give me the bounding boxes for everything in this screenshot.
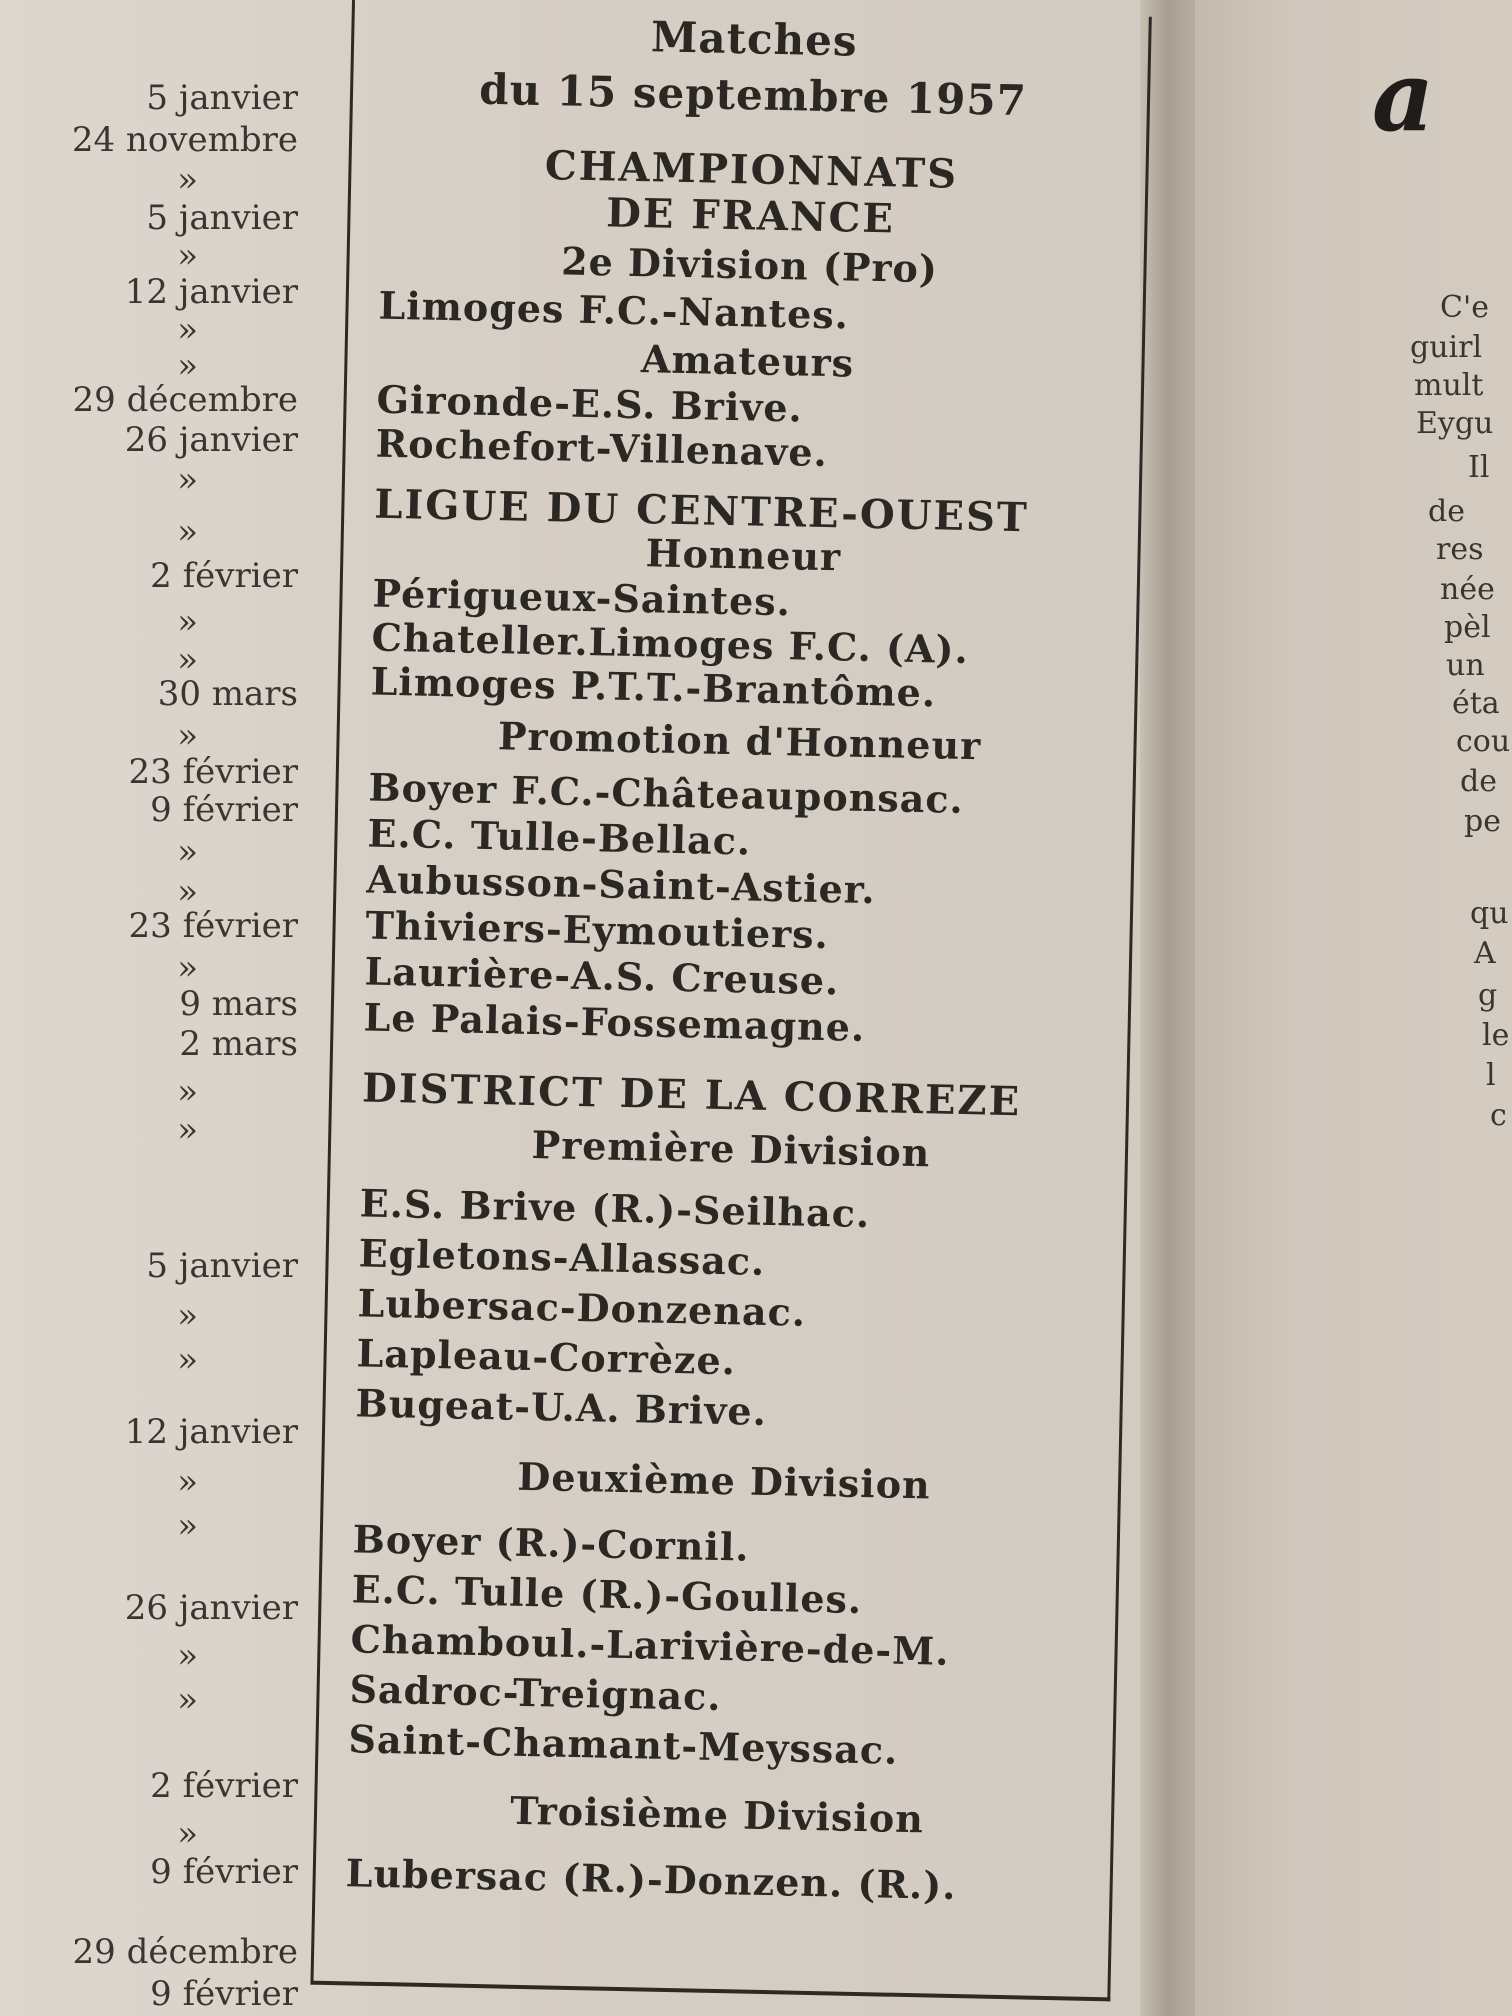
match-line: Aubusson-Saint-Astier. [366,856,877,913]
right-page-fragment: un [1446,648,1485,683]
date-item: » [177,460,198,500]
date-item: 9 février [150,790,298,830]
match-line: Périgueux-Saintes. [372,570,792,625]
match-line: Bugeat-U.A. Brive. [355,1380,768,1434]
date-item: » [177,346,198,386]
match-line: Boyer F.C.-Châteauponsac. [368,764,965,822]
right-page-fragment: l [1486,1058,1496,1093]
date-item: » [177,1110,198,1150]
right-page-fragment: C'e [1440,290,1489,325]
section-heading: DE FRANCE [605,189,896,243]
date-item: » [177,1506,198,1546]
book-gutter [1140,0,1200,2016]
right-page-fragment: Il [1468,450,1490,485]
date-item: 5 janvier [146,198,298,238]
date-item: 29 décembre [72,380,298,420]
right-page-fragment: c [1490,1098,1507,1133]
dates-column [0,0,330,2016]
date-item: » [177,1296,198,1336]
right-page-fragment: res [1436,532,1484,567]
date-item: 2 février [150,556,298,596]
date-item: 5 janvier [146,78,298,118]
date-item: 2 février [150,1766,298,1806]
subsection-heading: Troisième Division [509,1787,925,1842]
match-line: Sadroc-Treignac. [349,1666,722,1720]
right-page-fragment: le [1482,1018,1510,1053]
date-item: » [177,1462,198,1502]
right-page-fragment: guirl [1410,330,1483,365]
date-item: » [177,1340,198,1380]
header-title: Matches [650,12,859,66]
date-item: 9 février [150,1974,298,2014]
match-line: E.S. Brive (R.)-Seilhac. [359,1180,871,1237]
date-item: » [177,310,198,350]
right-page-fragment: née [1440,572,1495,607]
right-page-fragment: qu [1470,896,1509,931]
date-item: » [177,1636,198,1676]
match-line: E.C. Tulle (R.)-Goulles. [351,1566,863,1623]
right-page-fragment: pe [1464,804,1501,839]
date-item: 12 janvier [124,272,298,312]
date-item: 9 mars [179,984,298,1024]
match-line: Laurière-A.S. Creuse. [364,948,840,1004]
date-item: 24 novembre [71,120,298,160]
date-item: 30 mars [157,674,298,714]
match-line: Lubersac (R.)-Donzen. (R.). [345,1850,957,1909]
match-line: E.C. Tulle-Bellac. [367,810,752,864]
date-item: 9 février [150,1852,298,1892]
date-item: 5 janvier [146,1246,298,1286]
right-page-fragment: de [1460,764,1497,799]
right-page-fragment: éta [1452,686,1500,721]
right-page-fragment: mult [1414,368,1484,403]
right-page-fragment: Eygu [1416,406,1494,441]
match-line: Limoges F.C.-Nantes. [378,282,850,338]
match-line: Boyer (R.)-Cornil. [352,1516,751,1570]
right-page-letter: a [1372,40,1435,153]
subsection-heading: 2e Division (Pro) [560,238,939,292]
match-line: Chateller.Limoges F.C. (A). [371,614,970,673]
subsection-heading: Honneur [645,530,842,580]
right-page-fragment: A [1474,936,1496,971]
date-item: 26 janvier [124,1588,298,1628]
right-page-fragment: de [1428,494,1465,529]
date-item: » [177,832,198,872]
date-item: » [177,948,198,988]
match-line: Gironde-E.S. Brive. [376,376,804,431]
date-item: » [177,640,198,680]
date-item: » [177,512,198,552]
match-line: Thiviers-Eymoutiers. [365,902,830,958]
right-page-fragment: cou [1456,724,1511,759]
date-item: 26 janvier [124,420,298,460]
date-item: 12 janvier [124,1412,298,1452]
match-line: Rochefort-Villenave. [375,420,829,476]
section-heading: LIGUE DU CENTRE-OUEST [373,480,1030,542]
section-heading: DISTRICT DE LA CORREZE [361,1064,1022,1126]
subsection-heading: Deuxième Division [516,1453,932,1508]
match-line: Chamboul.-Larivière-de-M. [350,1616,950,1674]
header-subtitle: du 15 septembre 1957 [478,64,1028,126]
date-item: » [177,872,198,912]
subsection-heading: Première Division [531,1122,931,1176]
match-line: Egletons-Allassac. [358,1230,766,1284]
date-item: » [177,160,198,200]
subsection-heading: Amateurs [640,336,855,386]
section-heading: CHAMPIONNATS [544,142,959,198]
date-item: » [177,236,198,276]
date-item: » [177,602,198,642]
match-line: Le Palais-Fossemagne. [363,994,866,1050]
date-item: » [177,716,198,756]
date-item: 29 décembre [72,1932,298,1972]
date-item: 23 février [128,752,298,792]
date-item: » [177,1072,198,1112]
date-item: 2 mars [179,1024,298,1064]
date-item: 23 février [128,906,298,946]
match-line: Limoges P.T.T.-Brantôme. [370,658,937,716]
right-page-fragment: g [1478,978,1498,1013]
match-line: Saint-Chamant-Meyssac. [348,1716,899,1773]
subsection-heading: Promotion d'Honneur [497,713,982,769]
match-line: Lubersac-Donzenac. [357,1280,807,1335]
right-page-fragment: pèl [1444,610,1491,645]
match-line: Lapleau-Corrèze. [356,1330,737,1384]
date-item: » [177,1680,198,1720]
schedule-box [310,0,1151,2001]
date-item: » [177,1814,198,1854]
